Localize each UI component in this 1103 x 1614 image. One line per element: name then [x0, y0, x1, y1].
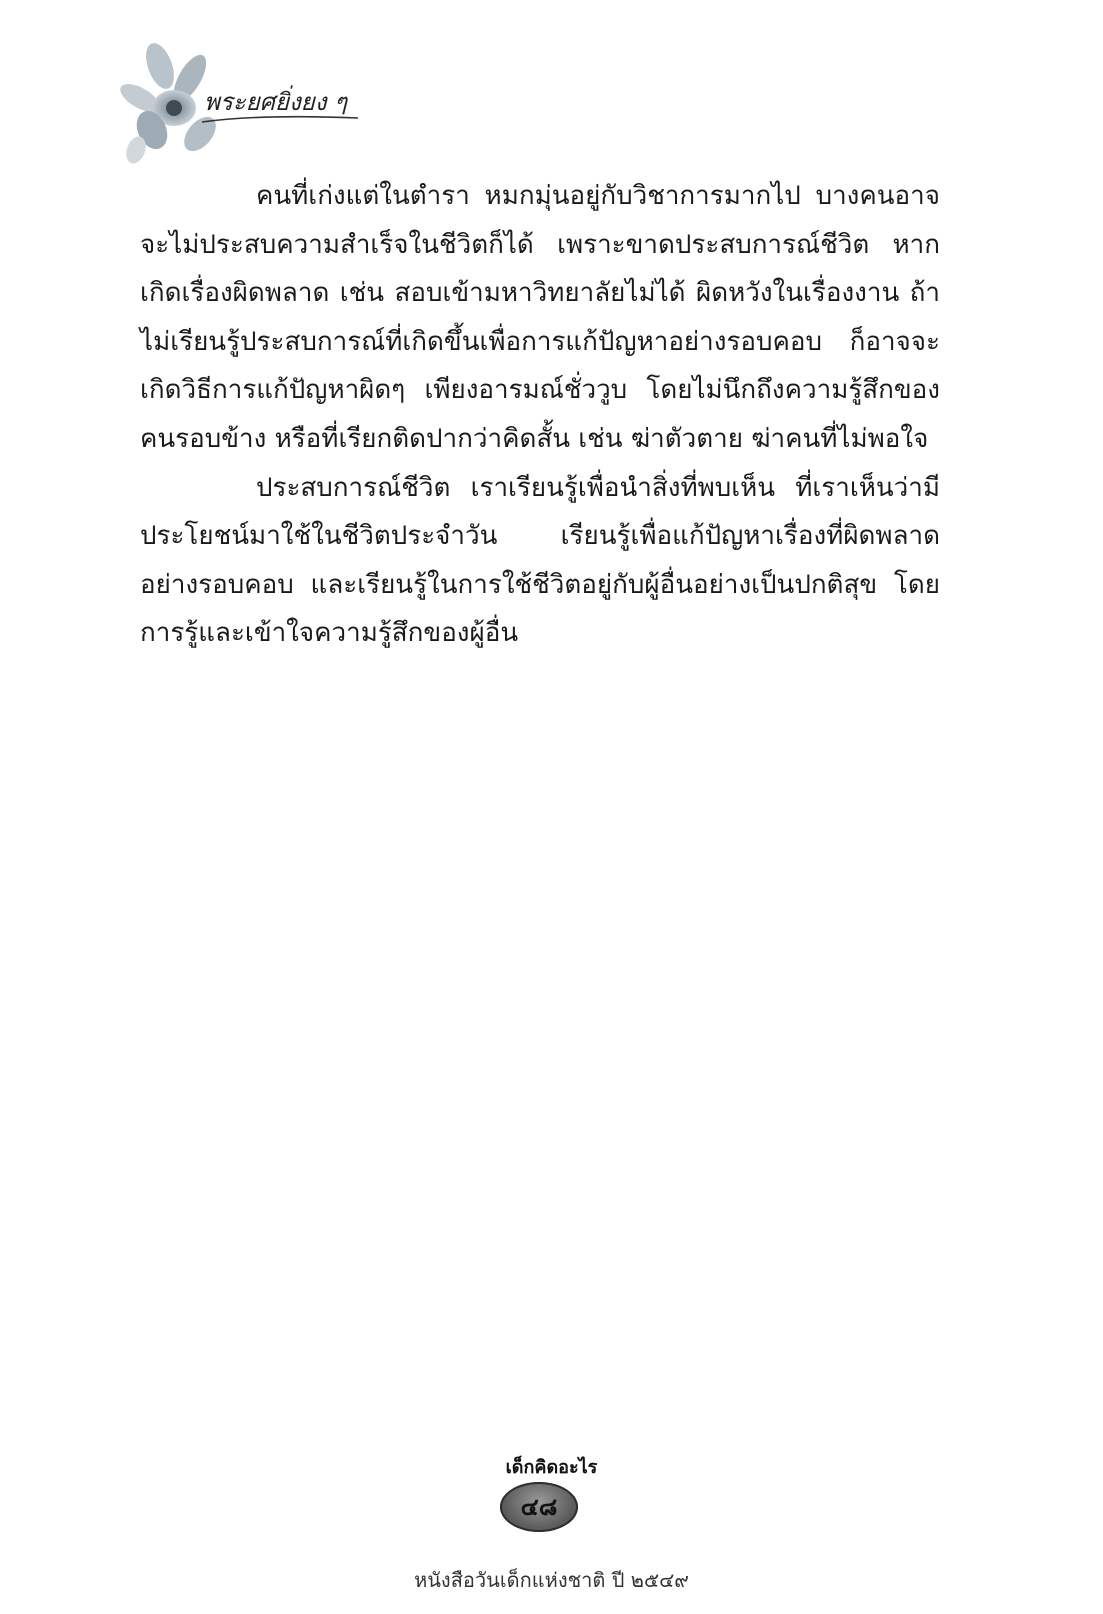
- header-underline: [200, 114, 360, 126]
- page-header: [112, 38, 412, 168]
- paragraph-2: ประสบการณ์ชีวิต เราเรียนรู้เพื่อนำสิ่งที่พบเห็น ที่เราเห็นว่ามีประโยชน์มาใช้ในชีวิตประจำวัน เรียนรู้เพื่อแก้ปัญหาเรื่องที่ผิดพลาดอย่างรอบคอบ และเรียนรู้ในการใช้ชีวิตอยู่กับผู้อื่นอย่างเป็นปกติสุข โดยการรู้และเข้าใจความรู้สึกของผู้อื่น: [140, 472, 940, 649]
- page-number-badge: [500, 1482, 578, 1532]
- paragraph-1: คนที่เก่งแต่ในตำรา หมกมุ่นอยู่กับวิชาการมากไป บางคนอาจจะไม่ประสบความสำเร็จในชีวิตก็ได้ เพราะขาดประสบการณ์ชีวิต หากเกิดเรื่องผิดพลาด เช่น สอบเข้ามหาวิทยาลัยไม่ได้ ผิดหวังในเรื่องงาน ถ้าไม่เรียนรู้ประสบการณ์ที่เกิดขึ้นเพื่อการแก้ปัญหาอย่างรอบคอบ ก็อาจจะเกิดวิธีการแก้ปัญหาผิดๆ เพียงอารมณ์ชั่ววูบ โดยไม่นึกถึงความรู้สึกของคนรอบข้าง หรือที่เรียกติดปากว่าคิดสั้น เช่น ฆ่าตัวตาย ฆ่าคนที่ไม่พอใจ: [140, 181, 940, 454]
- page-number: ๔๘: [520, 1493, 558, 1521]
- footer-caption: หนังสือวันเด็กแห่งชาติ ปี ๒๕๔๙: [414, 1568, 689, 1592]
- header-title: พระยศยิ่งยง ๆ: [204, 88, 347, 116]
- page-footer: [0, 1448, 1103, 1614]
- book-title: เด็กคิดอะไร: [505, 1457, 598, 1478]
- body-text: [140, 172, 940, 658]
